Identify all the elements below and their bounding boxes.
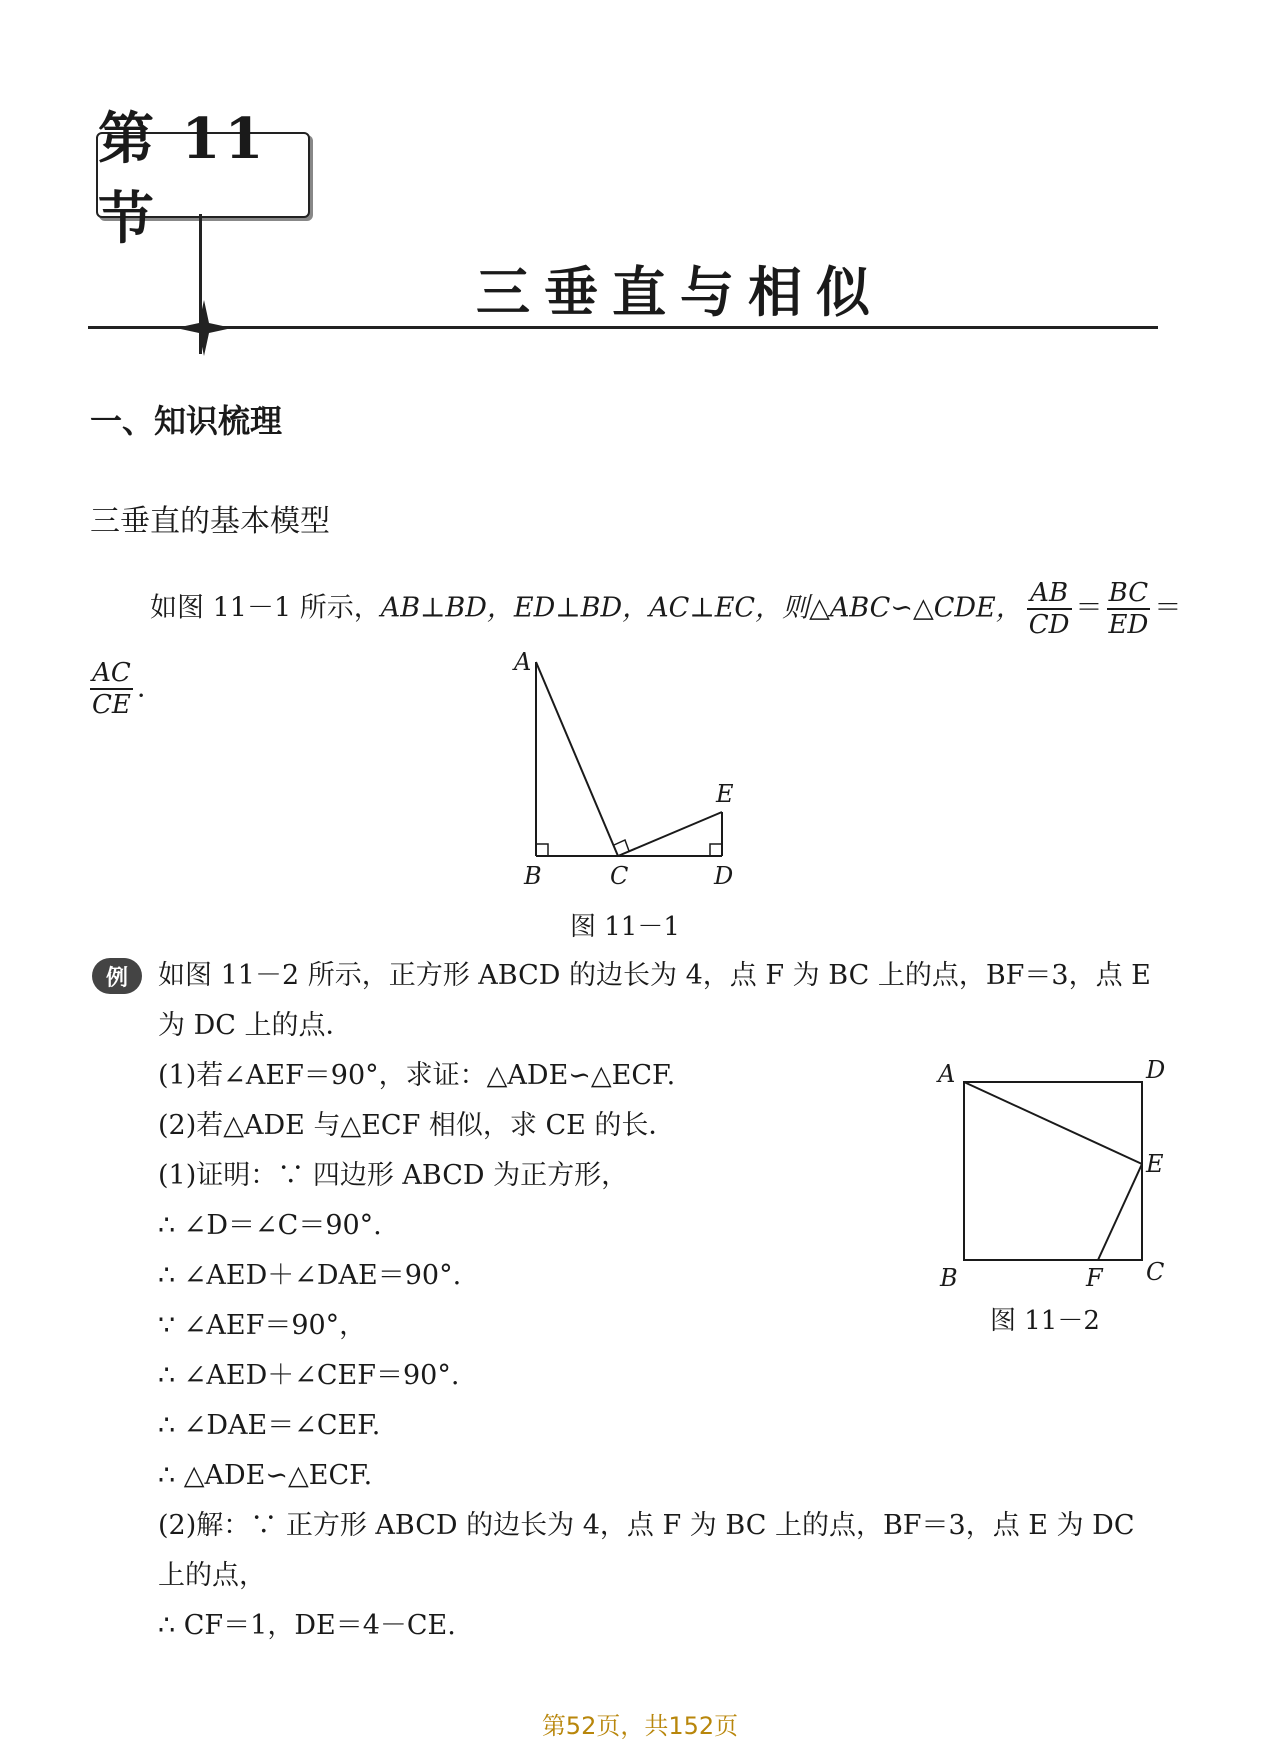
label-d: D	[1146, 1056, 1166, 1084]
figure-11-1-caption: 图 11－1	[570, 912, 680, 942]
fraction-ac-ce	[90, 658, 133, 720]
label-c: C	[1146, 1258, 1165, 1286]
label-a: A	[938, 1060, 956, 1088]
fraction-denominator: CD	[1028, 610, 1070, 640]
figure-11-1	[500, 650, 760, 890]
figure-11-2	[930, 1050, 1170, 1290]
page-counter: 第52页，共152页	[541, 1712, 739, 1740]
figure-11-2-caption: 图 11－2	[990, 1306, 1100, 1336]
chapter-badge: 第 11 节	[96, 132, 310, 218]
fraction-numerator: AB	[1027, 578, 1072, 610]
segment-ac	[536, 662, 618, 856]
right-angle-mark-d	[710, 844, 722, 856]
label-b: B	[524, 862, 542, 890]
label-e: E	[1146, 1150, 1164, 1178]
label-c: C	[610, 862, 629, 890]
proof-line-4: ∵ ∠AEF＝90°，	[158, 1310, 367, 1341]
segment-ce	[618, 812, 722, 856]
intro-prefix: 如图 11－1 所示，	[150, 592, 381, 624]
example-line-2: 为 DC 上的点．	[158, 1010, 353, 1041]
solution-line-1: (2)解：∵ 正方形 ABCD 的边长为 4，点 F 为 BC 上的点，BF＝3，点 E 为 DC	[158, 1510, 1135, 1541]
proof-line-3: ∴ ∠AED＋∠DAE＝90°.	[158, 1260, 462, 1291]
question-1: (1)若∠AEF＝90°，求证：△ADE∽△ECF.	[158, 1060, 676, 1091]
segment-ae	[964, 1082, 1142, 1164]
label-a: A	[514, 650, 532, 676]
fraction-numerator: AC	[90, 658, 133, 690]
proof-line-6: ∴ ∠DAE＝∠CEF.	[158, 1410, 381, 1441]
label-b: B	[940, 1264, 958, 1290]
example-line-1: 如图 11－2 所示，正方形 ABCD 的边长为 4，点 F 为 BC 上的点，BF＝3，点 E	[158, 960, 1151, 991]
intro-continuation: $\frac{AC}{CE}$ .	[92, 658, 146, 720]
fraction-bc-ed	[1107, 578, 1151, 640]
square-abcd	[964, 1082, 1142, 1260]
page-title: 三垂直与相似	[476, 261, 884, 324]
solution-line-3: ∴ CF＝1，DE＝4－CE.	[158, 1610, 456, 1641]
proof-line-1: (1)证明：∵ 四边形 ABCD 为正方形，	[158, 1160, 629, 1191]
intro-line	[150, 578, 1181, 640]
fraction-denominator: ED	[1108, 610, 1149, 640]
proof-line-2: ∴ ∠D＝∠C＝90°.	[158, 1210, 382, 1241]
segment-ef	[1098, 1164, 1142, 1260]
intro-statement: AB⊥BD，ED⊥BD，AC⊥EC，则△ABC∽△CDE，	[380, 592, 1023, 624]
right-angle-mark-b	[536, 844, 548, 856]
label-f: F	[1086, 1264, 1103, 1290]
equals-sign: ＝	[1154, 592, 1182, 624]
section-heading: 一、知识梳理	[90, 402, 283, 440]
proof-line-5: ∴ ∠AED＋∠CEF＝90°.	[158, 1360, 460, 1391]
question-2: (2)若△ADE 与△ECF 相似，求 CE 的长．	[158, 1110, 676, 1141]
label-d: D	[714, 862, 734, 890]
fraction-numerator: BC	[1107, 578, 1151, 610]
label-e: E	[716, 780, 734, 808]
star-ornament-icon	[176, 300, 232, 356]
sub-heading: 三垂直的基本模型	[90, 504, 330, 539]
solution-line-2: 上的点，	[158, 1560, 266, 1591]
fraction-denominator: CE	[92, 690, 131, 720]
proof-line-7: ∴ △ADE∽△ECF.	[158, 1460, 373, 1491]
equals-sign: ＝	[1075, 592, 1103, 624]
example-badge: 例	[92, 958, 142, 994]
fraction-ab-cd	[1027, 578, 1072, 640]
